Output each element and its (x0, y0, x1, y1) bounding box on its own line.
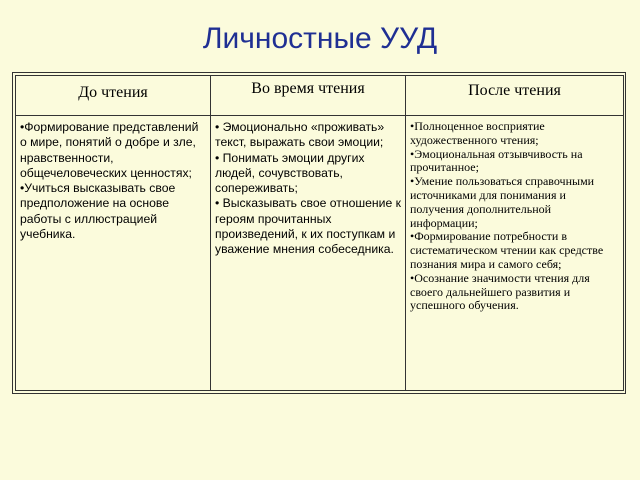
uud-table (15, 75, 624, 391)
list-item: •Эмоциональная отзывчивость на прочитанное; (410, 146, 583, 175)
list-item: • Понимать эмоции других людей, сочувствовать, сопереживать; (215, 150, 365, 196)
cell-before-reading (16, 116, 211, 391)
uud-table-frame (12, 72, 626, 394)
list-item: •Формирование представлений о мире, понятий о добре и зле, нравственности, общечеловеческих ценностях; (20, 120, 199, 180)
list-item: •Осознание значимости чтения для своего дальнейшего развития и успешного обучения. (410, 270, 590, 313)
header-after-reading: После чтения (406, 76, 624, 116)
header-during-reading: Во время чтения (211, 76, 406, 116)
list-item: •Учиться высказывать свое предположение на основе работы с иллюстрацией учебника. (20, 181, 176, 242)
list-item: •Полноценное восприятие художественного чтения; (410, 119, 545, 147)
list-item: •Умение пользоваться справочными источниками для понимания и получения дополнительной информации; (410, 174, 595, 230)
slide-title: Личностные УУД (202, 22, 438, 55)
table-body-row (16, 116, 624, 391)
list-item: • Эмоционально «проживать» текст, выражать свои эмоции; (215, 120, 385, 150)
cell-after-reading (406, 116, 624, 391)
list-item: •Формирование потребности в систематическом чтении как средстве познания мира и самого себя; (410, 229, 604, 271)
cell-during-reading (211, 116, 406, 391)
table-header-row (16, 76, 624, 116)
list-item: • Высказывать свое отношение к героям прочитанных произведений, к их поступкам и уважение мнения собеседника. (215, 196, 401, 257)
header-before-reading: До чтения (16, 76, 211, 116)
